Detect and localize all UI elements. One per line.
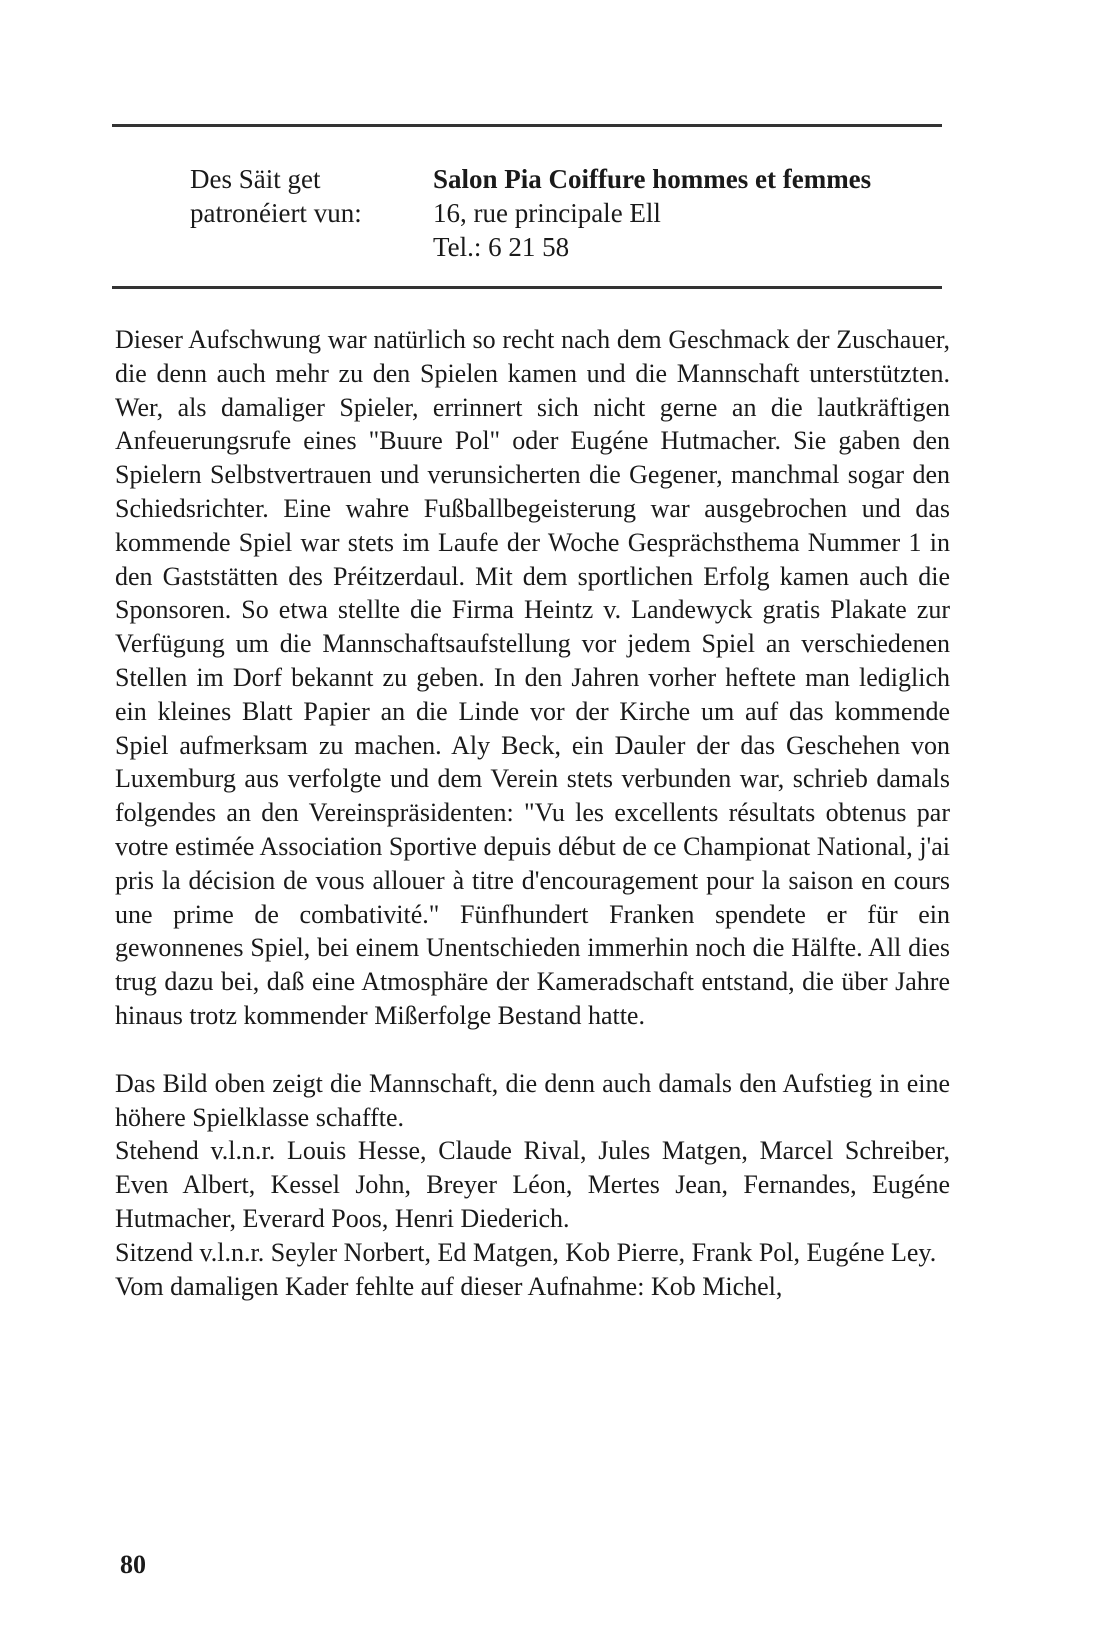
paragraph-aufschwung: Dieser Aufschwung war natürlich so recht nach dem Geschmack der Zuschauer, die denn auch mehr zu den Spielen kamen und die Mannschaft unterstützten. Wer, als damaliger Spieler, errinnert sich nicht gerne an die lautkräftigen Anfeuerungsrufe eines "Buure Pol" oder Eugéne Hutmacher. Sie gaben den Spielern Selbstvertrauen und verunsicherten die Gegener, manchmal sogar den Schiedsrichter. Eine wahre Fußballbegeisterung war ausgebrochen und das kommende Spiel war stets im Laufe der Woche Gesprächsthema Nummer 1 in den Gaststätten des Préitzerdaul. Mit dem sportlichen Erfolg kamen auch die Sponsoren. So etwa stellte die Firma Heintz v. Landewyck gratis Plakate zur Verfügung um die Mannschaftsaufstellung vor jedem Spiel an verschiedenen Stellen im Dorf bekannt zu geben. In den Jahren vorher heftete man lediglich ein kleines Blatt Papier an die Linde vor der Kirche um auf das kommende Spiel aufmerksam zu machen. Aly Beck, ein Dauler der das Geschehen von Luxemburg aus verfolgte und dem Verein stets verbunden war, schrieb damals folgendes an den Vereinspräsidenten: "Vu les excellents résultats obtenus par votre estimée Association Sportive depuis début de ce Championat National, j'ai pris la décision de vous allouer à titre d'encouragement pour la saison en cours une prime de combativité." Fünfhundert Franken spendete er für ein gewonnenes Spiel, bei einem Unentschieden immerhin noch die Hälfte. All dies trug dazu bei, daß eine Atmosphäre der Kameradschaft entstand, die über Jahre hinaus trotz kommender Mißerfolge Bestand hatte. [115,325,950,1030]
sponsor-address: 16, rue principale Ell [433,198,661,228]
paragraph-stehend: Stehend v.l.n.r. Louis Hesse, Claude Rival, Jules Matgen, Marcel Schreiber, Even Albert, Kessel John, Breyer Léon, Mertes Jean, Fernandes, Eugéne Hutmacher, Everard Poos, Henri Diederich. [115,1136,950,1233]
sponsor-info [433,162,953,264]
paragraph-bild: Das Bild oben zeigt die Mannschaft, die denn auch damals den Aufstieg in eine höhere Spielklasse schaffte. [115,1068,950,1132]
top-divider [112,124,942,127]
sponsor-label-line1: Des Säit get [190,164,321,194]
sponsor-name: Salon Pia Coiffure hommes et femmes [433,164,872,194]
sponsor-phone: Tel.: 6 21 58 [433,232,570,262]
page-number: 80 [120,1550,146,1579]
sponsor-label-line2: patronéiert vun: [190,198,362,228]
article-body [115,323,950,1303]
sponsor-label [190,162,420,230]
paragraph-sitzend: Sitzend v.l.n.r. Seyler Norbert, Ed Matgen, Kob Pierre, Frank Pol, Eugéne Ley. [115,1237,937,1267]
paragraph-kader: Vom damaligen Kader fehlte auf dieser Aufnahme: Kob Michel, [115,1271,783,1301]
bottom-divider [112,286,942,289]
